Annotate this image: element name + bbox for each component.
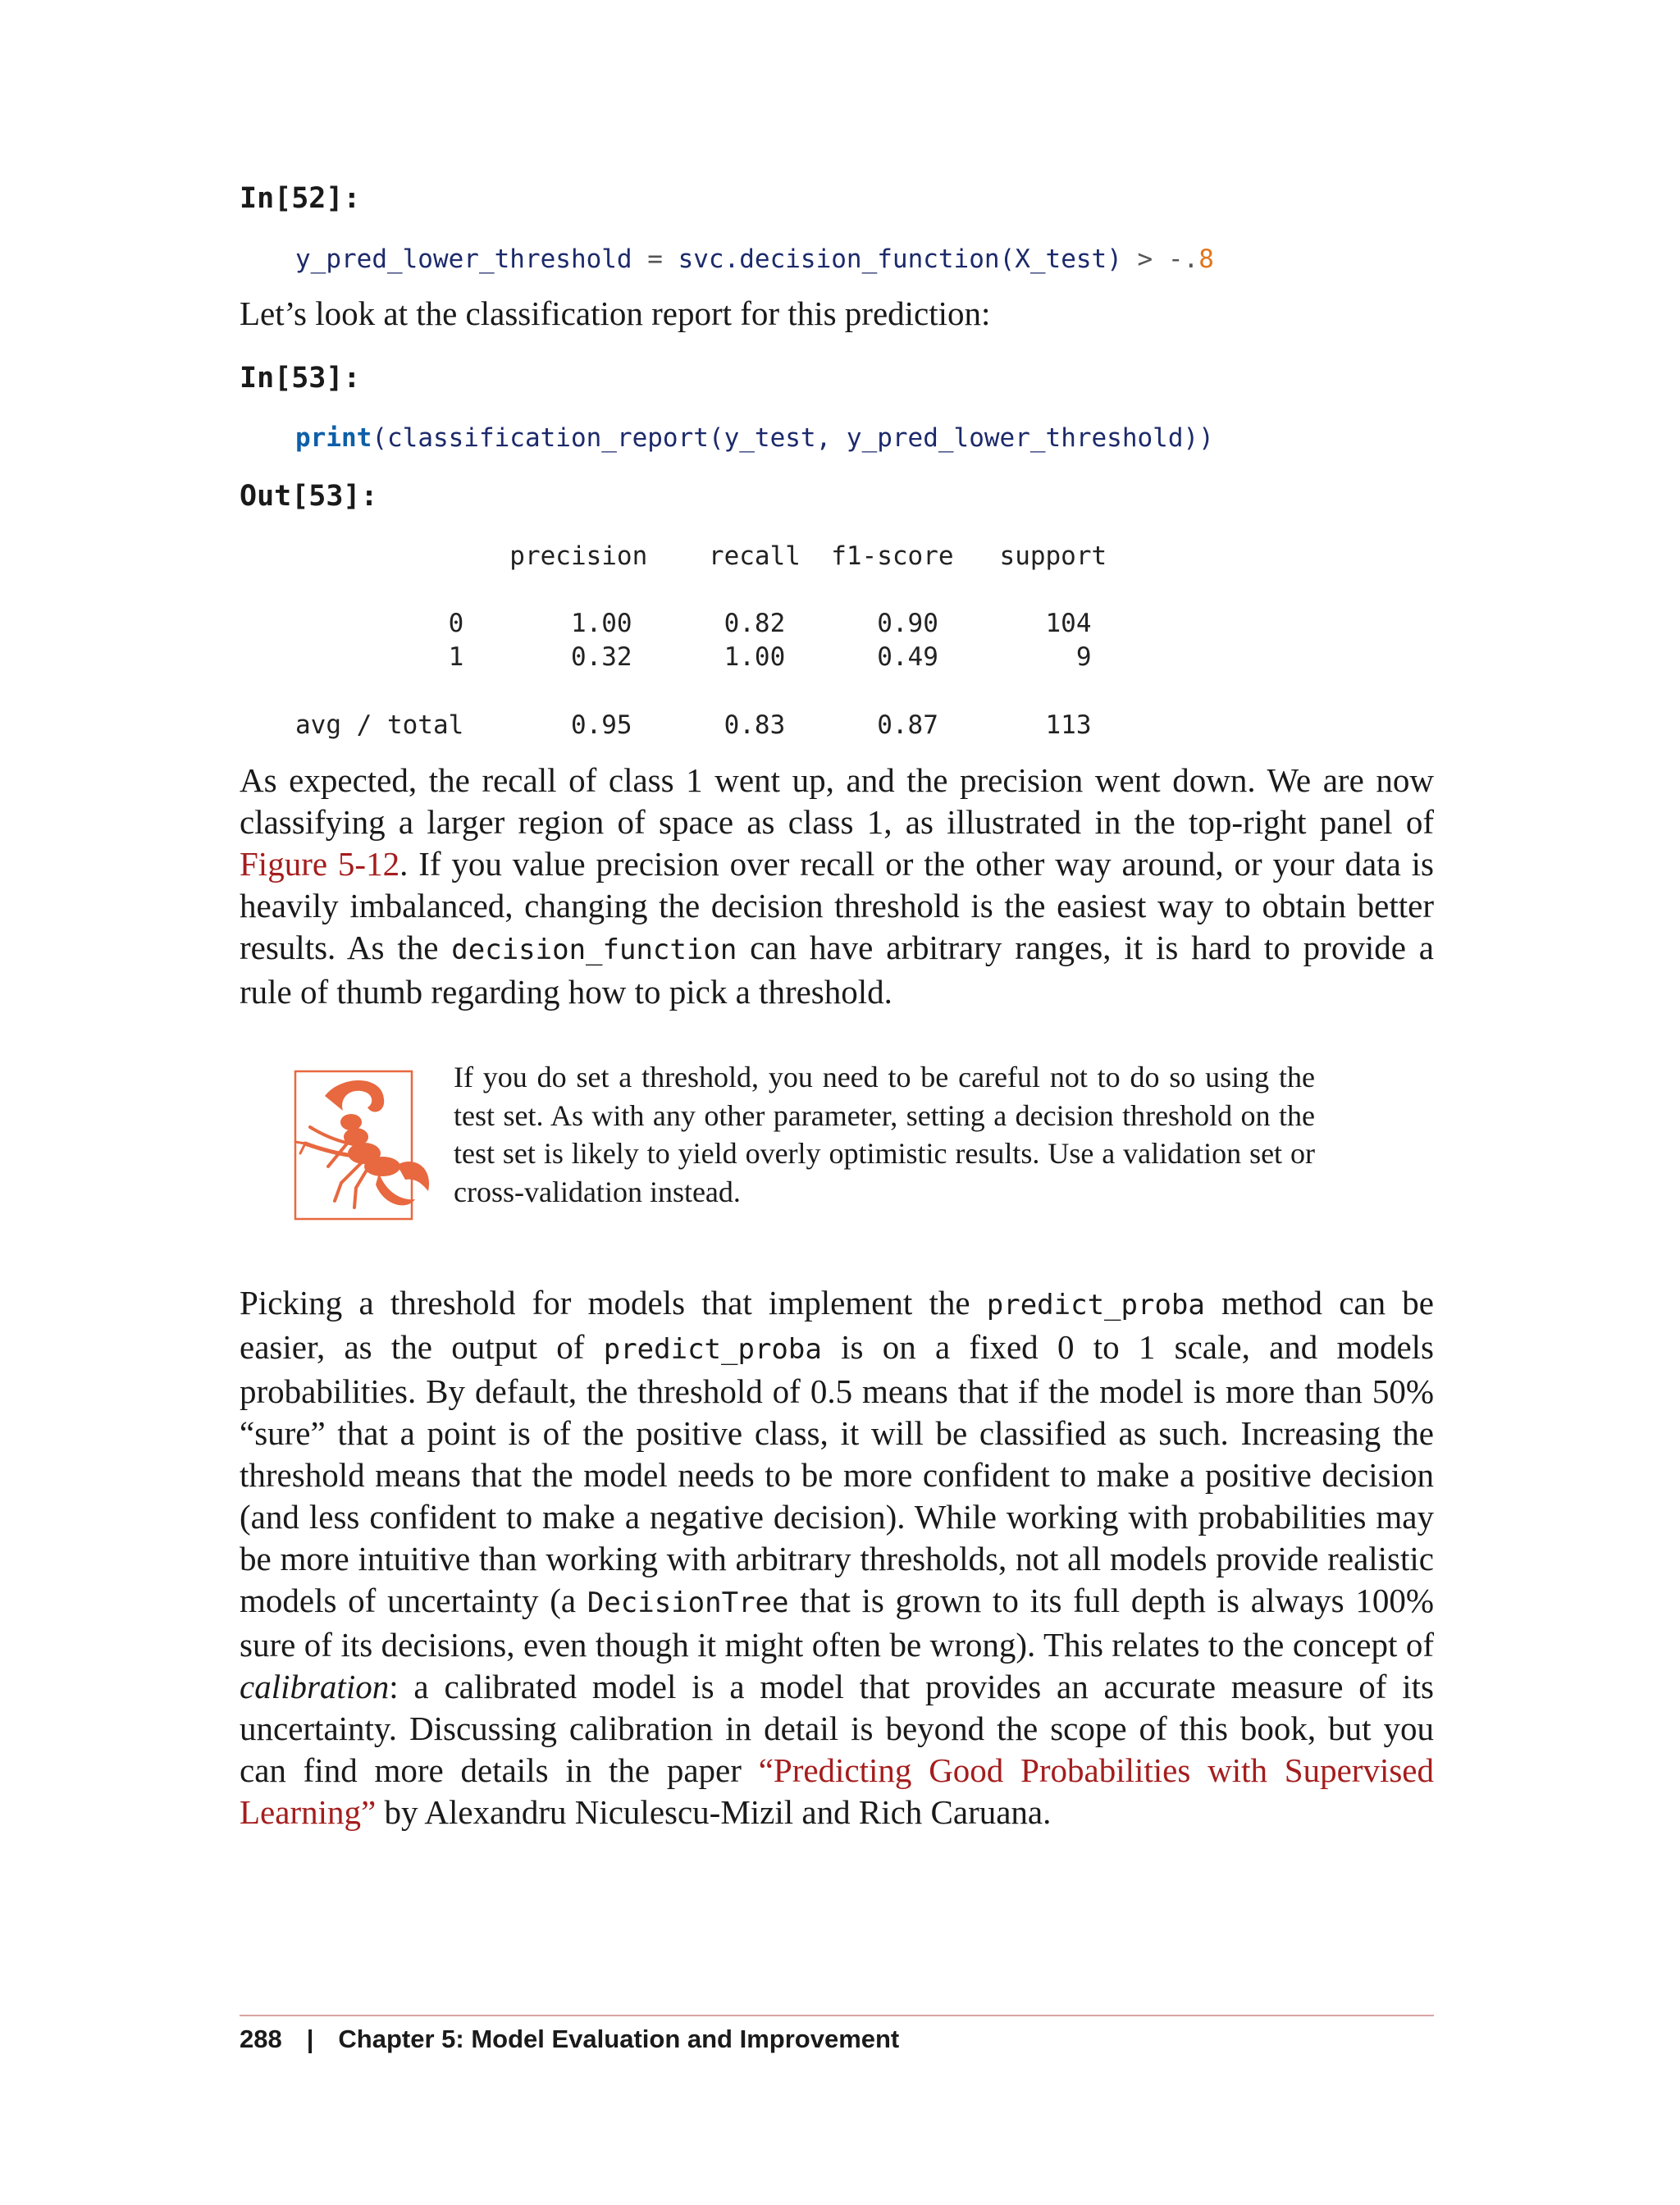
code-op: -. [1167,244,1199,274]
page-number: 288 [240,2025,282,2053]
chapter-title: Chapter 5: Model Evaluation and Improvement [338,2025,900,2053]
text-run: that is grown to its full depth is always 100% sure of its decisions, even though it might often be wrong). This relates to the concept of [240,1582,1434,1664]
text-run: by Alexandru Niculescu-Mizil and Rich Caruana. [376,1793,1052,1831]
code-var: y_pred_lower_threshold [295,244,632,274]
paragraph-predict-proba [240,1282,1434,1833]
code-keyword: print [295,423,372,453]
report-row: 0 1.00 0.82 0.90 104 [295,609,1092,638]
paper-link[interactable]: “Predicting Good Probabilities with Supervised Learning” [240,1751,1434,1831]
cell-prompt-in53: In[53]: [240,362,361,395]
footer-separator: | [306,2025,314,2053]
text-run: As expected, the recall of class 1 went up, and the precision went down. We are now classifying a larger region of space as class 1, as illustrated in the top-right panel of [240,761,1434,841]
inline-code: DecisionTree [587,1586,789,1619]
code-number: 8 [1198,244,1214,274]
inline-code: predict_proba [986,1289,1205,1322]
cell-prompt-in52: In[52]: [240,182,361,215]
text-run: method can be easier, as the output of [240,1284,1434,1366]
cell-prompt-out53: Out[53]: [240,480,378,513]
figure-link[interactable]: Figure 5-12 [240,845,400,883]
report-row: 1 0.32 1.00 0.49 9 [295,642,1092,672]
text-run: Picking a threshold for models that implement the [240,1284,987,1322]
code-line-print [295,423,1214,453]
text-run: is on a fixed 0 to 1 scale, and models probabilities. By default, the threshold of 0.5 means that if the model is more than 50% “sure” that a point is of the positive class, it will be classified as such. Increasing the threshold means that the model needs to be more confident to make a positive decision (and less confident to make a negative decision). While working with probabilities may be more intuitive than working with arbitrary thresholds, not all models provide realistic models of uncertainty (a [240,1328,1434,1619]
code-op: = [632,244,678,274]
footer-rule [240,2015,1434,2016]
code-op: > [1121,244,1168,274]
text-run: can have arbitrary ranges, it is hard to provide a rule of thumb regarding how to pick a threshold. [240,929,1434,1011]
emphasis-term: calibration [240,1668,390,1705]
code-args: (classification_report(y_test, y_pred_lower_threshold)) [372,423,1214,453]
page-footer [240,2025,899,2054]
code-line-threshold [295,244,1214,274]
inline-code: decision_function [451,934,737,966]
paragraph-recall [240,760,1434,1013]
warning-note-text: If you do set a threshold, you need to be careful not to do so using the test set. As with any other parameter, setting a decision threshold on the test set is likely to yield overly optimistic results. Use a validation set or cross-validation instead. [454,1061,1315,1208]
code-call: svc.decision_function(X_test) [678,244,1122,274]
report-row-total: avg / total 0.95 0.83 0.87 113 [295,710,1092,740]
text-run: . If you value precision over recall or the other way around, or your data is heavily imbalanced, changing the decision threshold is the easiest way to obtain better results. As the [240,845,1435,966]
report-header: precision recall f1-score support [295,541,1107,571]
intro-text: Let’s look at the classification report for this prediction: [240,294,991,332]
inline-code: predict_proba [603,1333,822,1366]
text-run: : a calibrated model is a model that provides an accurate measure of its uncertainty. Discussing calibration in detail is beyond the scope of this book, but you can find more details in the paper [240,1668,1434,1789]
scorpion-icon [276,1063,446,1227]
